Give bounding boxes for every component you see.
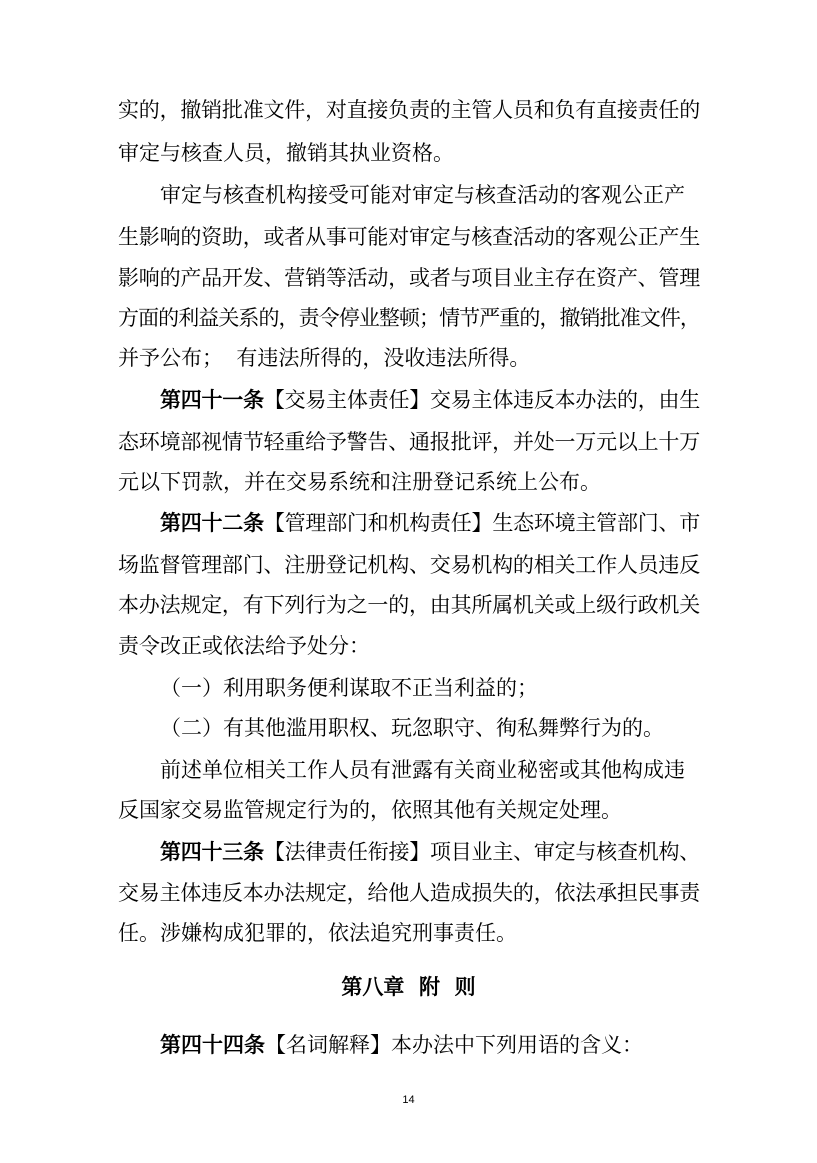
- article-tag: 【名词解释】: [265, 1033, 391, 1057]
- text-line-content: 生态环境主管部门、市: [492, 511, 701, 535]
- text-line: [0, 90, 817, 130]
- text-line: [0, 873, 817, 913]
- text-line-content: 并予公布； 有违法所得的，没收违法所得。: [118, 346, 531, 370]
- text-line: [0, 133, 817, 173]
- text-line-content: 审定与核查机构接受可能对审定与核查活动的客观公正产: [160, 183, 685, 207]
- text-line-content: 反国家交易监管规定行为的，依照其他有关规定处理。: [118, 798, 622, 822]
- article-tag: 【法律责任衔接】: [263, 840, 431, 864]
- chapter-heading: 第八章 附 则: [341, 975, 476, 999]
- text-line-content: 场监督管理部门、注册登记机构、交易机构的相关工作人员违反: [118, 553, 700, 577]
- text-line: [0, 217, 817, 257]
- text-line: [0, 422, 817, 462]
- text-line-content: 生影响的资助，或者从事可能对审定与核查活动的客观公正产生: [118, 225, 700, 249]
- article-heading: 第四十四条: [160, 1033, 265, 1057]
- text-line-content: 审定与核查人员，撤销其执业资格。: [118, 141, 454, 165]
- article-tag: 【管理部门和机构责任】: [263, 511, 493, 535]
- text-line-content: 态环境部视情节轻重给予警告、通报批评，并处一万元以上十万: [118, 430, 700, 454]
- text-line-content: 元以下罚款，并在交易系统和注册登记系统上公布。: [118, 470, 601, 494]
- text-line: [0, 175, 817, 215]
- text-line-content: 方面的利益关系的，责令停业整顿；情节严重的，撤销批准文件，: [118, 306, 700, 330]
- text-line: [0, 462, 817, 502]
- article-44-first-line: [0, 1025, 817, 1065]
- text-line: [0, 790, 817, 830]
- text-line-content: 影响的产品开发、营销等活动，或者与项目业主存在资产、管理: [118, 266, 700, 290]
- article-43-first-line: [0, 832, 817, 872]
- text-line-content: 本办法规定，有下列行为之一的，由其所属机关或上级行政机关: [118, 593, 700, 617]
- list-item-text: （一）利用职务便利谋取不正当利益的；: [160, 676, 538, 700]
- text-line-content: 任。涉嫌构成犯罪的，依法追究刑事责任。: [118, 921, 517, 945]
- text-line: [0, 258, 817, 298]
- text-line: [0, 545, 817, 585]
- text-line-content: 责令改正或依法给予处分：: [118, 634, 370, 658]
- article-heading: 第四十二条: [160, 511, 264, 535]
- text-line-content: 本办法中下列用语的含义：: [391, 1033, 643, 1057]
- text-line-content: 前述单位相关工作人员有泄露有关商业秘密或其他构成违: [160, 758, 685, 782]
- article-heading: 第四十三条: [160, 840, 264, 864]
- text-line: [0, 750, 817, 790]
- text-line-content: 交易主体违反本办法的，由生: [430, 388, 701, 412]
- page-number: 14: [402, 1094, 415, 1106]
- text-line: [0, 338, 817, 378]
- article-tag: 【交易主体责任】: [263, 388, 431, 412]
- text-line: [0, 585, 817, 625]
- article-heading: 第四十一条: [160, 388, 264, 412]
- list-item: [0, 668, 817, 708]
- text-line: [0, 626, 817, 666]
- list-item-text: （二）有其他滥用职权、玩忽职守、徇私舞弊行为的。: [160, 716, 664, 740]
- text-line: [0, 298, 817, 338]
- article-41-first-line: [0, 380, 817, 420]
- list-item: [0, 708, 817, 748]
- text-line-content: 交易主体违反本办法规定，给他人造成损失的，依法承担民事责: [118, 881, 700, 905]
- text-line-content: 实的，撤销批准文件，对直接负责的主管人员和负有直接责任的: [118, 98, 700, 122]
- article-42-first-line: [0, 503, 817, 543]
- text-line: [0, 913, 817, 953]
- text-line-content: 项目业主、审定与核查机构、: [430, 840, 701, 864]
